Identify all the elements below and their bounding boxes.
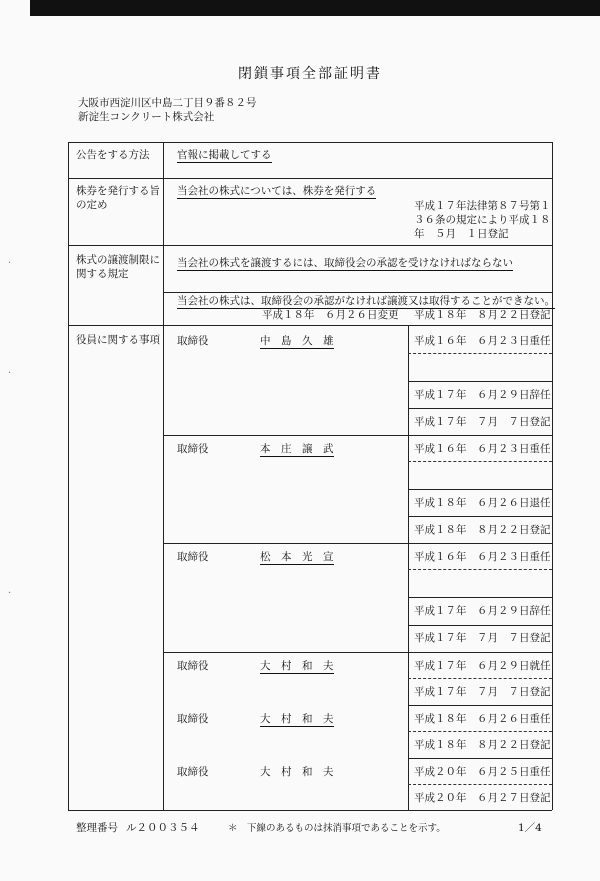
officer-date: 平成１８年 ８月２２日登記 — [414, 739, 551, 751]
officer-date: 平成１７年 ７月 ７日登記 — [414, 416, 551, 428]
koukoku-value: 官報に掲載してする — [177, 149, 272, 161]
officer-date: 平成１７年 ６月２９日辞任 — [414, 389, 551, 401]
officer-role: 取締役 — [177, 443, 209, 455]
officer-name: 本 庄 譲 武 — [260, 443, 334, 455]
seiri-number: ル２００３５４ — [126, 822, 200, 834]
kabuken-label: の定め — [76, 199, 108, 211]
officer-date: 平成２０年 ６月２７日登記 — [414, 792, 551, 804]
officer-name: 大 村 和 夫 — [260, 660, 334, 672]
company-name: 新淀生コンクリート株式会社 — [78, 111, 215, 123]
officer-date: 平成１８年 ８月２２日登記 — [414, 524, 551, 536]
officer-date: 平成１７年 ７月 ７日登記 — [414, 686, 551, 698]
officer-date: 平成１６年 ６月２３日重任 — [414, 551, 551, 563]
officer-date: 平成１８年 ６月２６日重任 — [414, 713, 551, 725]
officer-date: 平成２０年 ６月２５日重任 — [414, 766, 551, 778]
jouto-value-old: 当会社の株式を譲渡するには、取締役会の承認を受けなければならない — [177, 257, 513, 269]
jouto-date-change: 平成１８年 ６月２６日変更 — [262, 309, 399, 321]
jouto-value: 当会社の株式は、取締役会の承認がなければ譲渡又は取得することができない。 — [177, 295, 555, 307]
officer-date: 平成１８年 ６月２６日退任 — [414, 497, 551, 509]
officer-date: 平成１６年 ６月２３日重任 — [414, 335, 551, 347]
scan-edge-bar — [30, 0, 600, 16]
officer-role: 取締役 — [177, 660, 209, 672]
officer-role: 取締役 — [177, 713, 209, 725]
scan-mark: · — [8, 588, 12, 599]
kabuken-label: 株券を発行する旨 — [76, 185, 160, 197]
page-title: 閉鎖事項全部証明書 — [238, 66, 382, 82]
yakuin-label: 役員に関する事項 — [76, 334, 160, 346]
officer-name: 大 村 和 夫 — [260, 713, 334, 725]
jouto-label: 株式の譲渡制限に — [76, 254, 160, 266]
officer-name: 中 島 久 雄 — [260, 335, 334, 347]
officer-role: 取締役 — [177, 766, 209, 778]
officer-date: 平成１７年 ６月２９日就任 — [414, 660, 551, 672]
officer-date: 平成１６年 ６月２３日重任 — [414, 443, 551, 455]
jouto-label: 関する規定 — [76, 268, 129, 280]
footer-note: ＊ 下線のあるものは抹消事項であることを示す。 — [228, 823, 446, 834]
kabuken-note: 平成１７年法律第８７号第１ — [414, 200, 551, 212]
address: 大阪市西淀川区中島二丁目９番８２号 — [78, 97, 257, 109]
seiri-label: 整理番号 — [76, 822, 118, 834]
officer-date: 平成１７年 ６月２９日辞任 — [414, 605, 551, 617]
scan-mark: · — [8, 368, 12, 379]
page-number: 1／4 — [518, 822, 542, 834]
officer-role: 取締役 — [177, 551, 209, 563]
officer-name: 大 村 和 夫 — [260, 766, 334, 778]
scan-mark: · — [8, 258, 12, 269]
officer-date: 平成１７年 ７月 ７日登記 — [414, 632, 551, 644]
kabuken-value: 当会社の株式については、株券を発行する — [177, 185, 377, 197]
officer-name: 松 本 光 宣 — [260, 551, 334, 563]
koukoku-label: 公告をする方法 — [76, 149, 150, 161]
officer-role: 取締役 — [177, 335, 209, 347]
jouto-date-registered: 平成１８年 ８月２２日登記 — [414, 309, 551, 321]
kabuken-note: 年 ５月 １日登記 — [414, 228, 509, 240]
kabuken-note: ３６条の規定により平成１８ — [414, 214, 551, 226]
